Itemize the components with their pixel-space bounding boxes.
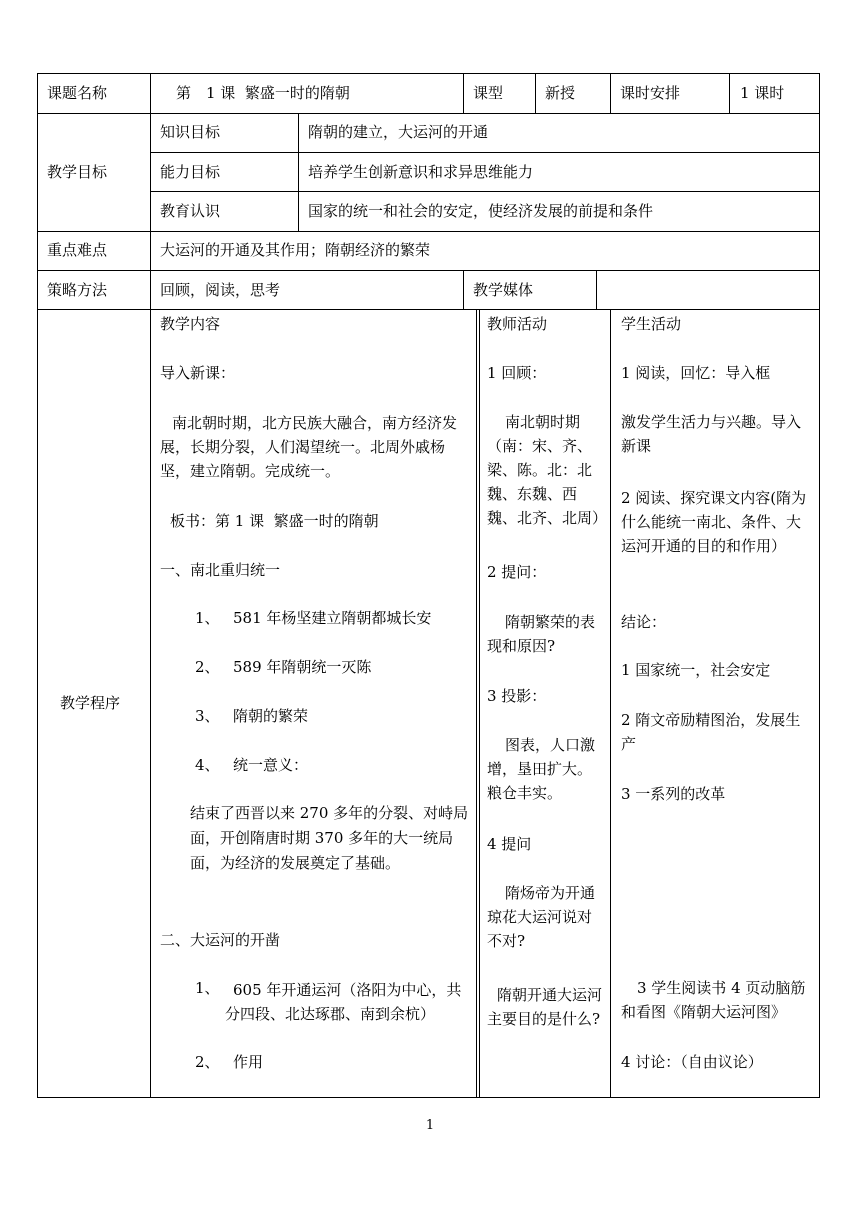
media-label: 教学媒体: [473, 281, 534, 299]
student-header: 学生活动: [621, 315, 682, 333]
student-b3: 结论：: [621, 613, 667, 631]
teacher-a2-text: 隋朝繁荣的表现和原因?: [487, 613, 596, 655]
goal-knowledge-value: 隋朝的建立，大运河的开通: [308, 123, 489, 141]
content-section1: 一、南北重归统一: [160, 561, 281, 579]
table-col-media-value: [596, 270, 597, 309]
table-col-type-value: [535, 73, 536, 113]
student-b7-text: 3 学生阅读书 4 页动脑筋和看图《隋朝大运河图》: [621, 979, 806, 1021]
content-s2-item1: 605 年开通运河（洛阳为中心，共分四段、北达琢郡、南到余杭）: [225, 981, 462, 1023]
content-s2-item2-number: 2、: [195, 1053, 220, 1071]
table-line-key-end: [37, 270, 820, 271]
strategy-value: 回顾，阅读，思考: [160, 281, 281, 299]
goal-education-value: 国家的统一和社会的安定，使经济发展的前提和条件: [308, 202, 654, 220]
student-b1-text: 激发学生活力与兴趣。导入新课: [621, 413, 802, 455]
student-b6: 3 一系列的改革: [621, 785, 726, 803]
header-hours-label: 课时安排: [620, 84, 681, 102]
procedure-label: 教学程序: [60, 694, 121, 712]
key-points-value: 大运河的开通及其作用；隋朝经济的繁荣: [160, 241, 431, 259]
key-points-label: 重点难点: [47, 241, 108, 259]
content-item3-number: 3、: [195, 707, 220, 725]
header-type-label: 课型: [473, 84, 504, 102]
content-section2: 二、大运河的开凿: [160, 931, 281, 949]
student-b8: 4 讨论：（自由议论）: [621, 1053, 763, 1071]
content-item2: 589 年隋朝统一灭陈: [233, 658, 372, 676]
content-para2: 结束了西晋以来 270 多年的分裂、对峙局面，开创隋唐时期 370 多年的大一统局面，为经济的发展奠定了基础。: [190, 804, 469, 872]
table-line-goals-end: [37, 231, 820, 232]
content-item2-number: 2、: [195, 658, 220, 676]
teacher-a5-text: 隋朝开通大运河主要目的是什么?: [487, 986, 603, 1028]
teacher-header: 教师活动: [487, 315, 548, 333]
table-line-goal2: [150, 191, 820, 192]
table-col-label: [150, 73, 151, 1098]
teacher-a2: 2 提问：: [487, 563, 547, 581]
table-col-teacher: [476, 309, 477, 1098]
strategy-label: 策略方法: [47, 281, 108, 299]
table-col-teacher-inner: [479, 309, 480, 1098]
table-border-right: [819, 73, 820, 1098]
table-border-left: [37, 73, 38, 1098]
table-border-top: [37, 73, 820, 74]
content-s2-item2: 作用: [233, 1053, 264, 1071]
table-line-row1: [37, 113, 820, 114]
header-type-value: 新授: [545, 84, 576, 102]
content-item1-number: 1、: [195, 609, 220, 627]
header-hours-value: 1 课时: [740, 84, 785, 102]
page-number: 1: [425, 1118, 435, 1133]
table-col-media: [463, 270, 464, 309]
table-col-hours-value: [729, 73, 730, 113]
table-line-strategy-end: [37, 309, 820, 310]
table-col-type: [463, 73, 464, 113]
content-item4: 统一意义：: [233, 756, 309, 774]
student-b2-text: 2 阅读、探究课文内容(隋为什么能统一南北、条件、大运河开通的目的和作用）: [621, 489, 807, 555]
content-s2-item1-number: 1、: [195, 979, 220, 997]
content-para1: 南北朝时期，北方民族大融合，南方经济发展，长期分裂，人们渴望统一。北周外戚杨坚，建立隋朝。完成统一。: [160, 414, 458, 480]
table-col-student: [610, 309, 611, 1098]
teacher-a4-text: 隋炀帝为开通琼花大运河说对不对?: [487, 884, 596, 950]
teacher-a4: 4 提问: [487, 835, 532, 853]
table-col-hours: [610, 73, 611, 113]
goal-ability-value: 培养学生创新意识和求异思维能力: [308, 163, 534, 181]
goals-label: 教学目标: [47, 163, 108, 181]
table-border-bottom: [37, 1097, 820, 1098]
student-b1: 1 阅读，回忆：导入框: [621, 364, 771, 382]
content-intro: 导入新课：: [160, 364, 236, 382]
student-b4: 1 国家统一，社会安定: [621, 661, 771, 679]
goal-ability-label: 能力目标: [160, 163, 221, 181]
table-col-goal-value: [298, 113, 299, 231]
header-course-label: 课题名称: [47, 84, 108, 102]
content-header: 教学内容: [160, 315, 221, 333]
teacher-a3-text: 图表，人口激增，垦田扩大。粮仓丰实。: [487, 736, 596, 802]
teacher-a3: 3 投影：: [487, 687, 547, 705]
header-lesson-title: 第 1 课 繁盛一时的隋朝: [176, 84, 350, 102]
content-item3: 隋朝的繁荣: [233, 707, 309, 725]
teacher-a1: 1 回顾：: [487, 364, 547, 382]
teacher-a1-text: 南北朝时期（南：宋、齐、梁、陈。北：北魏、东魏、西魏、北齐、北周）: [487, 413, 608, 527]
table-line-goal1: [150, 152, 820, 153]
student-b5-text: 2 隋文帝励精图治，发展生产: [621, 711, 801, 753]
goal-knowledge-label: 知识目标: [160, 123, 221, 141]
goal-education-label: 教育认识: [160, 202, 221, 220]
content-board: 板书：第 1 课 繁盛一时的隋朝: [170, 512, 379, 530]
content-item4-number: 4、: [195, 756, 220, 774]
content-item1: 581 年杨坚建立隋朝都城长安: [233, 609, 432, 627]
